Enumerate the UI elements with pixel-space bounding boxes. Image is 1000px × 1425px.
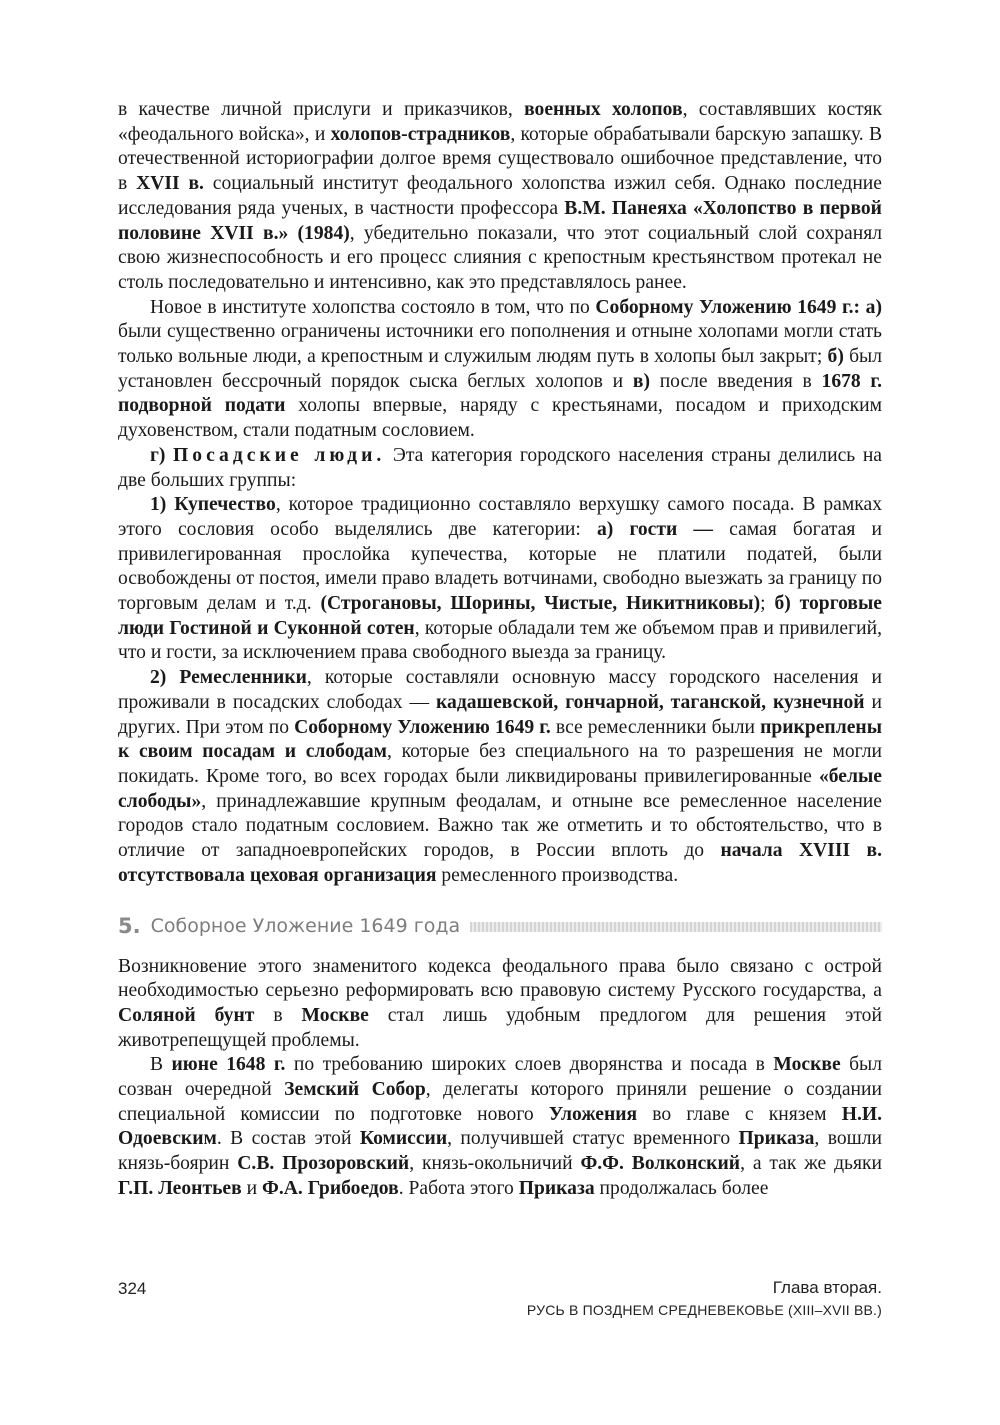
text-run: В — [150, 1054, 172, 1076]
paragraph — [118, 666, 882, 888]
bold-text: военных холопов — [524, 99, 683, 120]
text-run: , убедительно показали, что этот социальный слой сохранял свою жизнеспособность и его процесс слияния с крепостным крестьянством протекал не столь последовательно и интенсивно, как это представлялось ранее. — [118, 222, 883, 293]
bold-text: б) — [827, 346, 844, 368]
bold-text: начала XVIII в. отсутствовала цеховая организация — [118, 840, 882, 886]
text-run: продолжалась более — [594, 1177, 769, 1199]
text-run: , а так же дьяки — [740, 1153, 883, 1175]
bold-text: 2) Ремесленники — [150, 667, 307, 689]
paragraph — [118, 1053, 882, 1201]
running-header — [527, 1277, 882, 1321]
bold-text: кадашевской, гончарной, таганской, кузнечной — [436, 691, 865, 713]
bold-text: «белые слободы» — [118, 765, 882, 812]
paragraph — [118, 493, 882, 666]
text-run: Новое в институте холопства состояло в том, что по — [150, 296, 596, 318]
text-run: в — [254, 1004, 302, 1026]
bold-text: Москве — [773, 1054, 841, 1076]
text-run: и других. При этом по — [118, 691, 882, 738]
text-run: самая богатая и привилегированная прослойка купечества, которые не платили податей, были освобождены от постоя, имели право владеть вотчинами, свободно выезжать за границу по торговым делам и т.д. — [118, 518, 882, 615]
text-run: стал лишь удобным предлогом для решения этой животрепещущей проблемы. — [118, 1004, 882, 1051]
bold-text: 1678 г. подворной подати — [118, 370, 883, 417]
bold-text: Соборному Уложению 1649 г.: — [595, 296, 861, 318]
bold-text: Приказа — [518, 1177, 595, 1199]
text-run: Возникновение этого знаменитого кодекса феодального права было связано с острой необходимостью серьезно реформировать всю правовую систему Русского государства, а — [118, 955, 882, 1002]
text-block-1 — [118, 98, 882, 889]
bold-text: С.В. Прозоровский — [237, 1153, 410, 1175]
chapter-subtitle: РУСЬ В ПОЗДНЕМ СРЕДНЕВЕКОВЬЕ (XIII–XVII ВВ.) — [526, 1302, 882, 1318]
body-text — [118, 98, 882, 1202]
bold-text: Ф.Ф. Волконский — [580, 1153, 741, 1175]
text-run: , принадлежавшие крупным феодалам, и отныне все ремесленное население городов стало податным сословием. Важно так же отметить и то обстоятельство, что в отличие от западноевропейских городов, в России вплоть до — [118, 790, 882, 862]
text-run: были существенно ограничены источники его пополнения и отныне холопами могли стать только вольные люди, а крепостным и служилым людям путь в холопы был закрыт; — [118, 321, 882, 368]
text-run: был созван очередной — [118, 1054, 883, 1101]
text-run: , которые обрабатывали барскую запашку. В отечественной историографии долгое время существовало ошибочное представление, что в — [118, 123, 883, 195]
bold-text: Земский Собор — [284, 1079, 426, 1101]
text-run: и — [241, 1177, 263, 1199]
text-run: , делегаты которого приняли решение о создании специальной комиссии по подготовке нового — [118, 1079, 882, 1125]
text-run: , которые без специального на то разрешения не могли покидать. Кроме того, во всех городах были ликвидированы привилегированные — [118, 741, 882, 787]
text-run: ремесленного производства. — [436, 864, 679, 886]
text-run: . Работа этого — [398, 1177, 519, 1199]
bold-text: Ф.А. Грибоедов — [262, 1177, 399, 1199]
bold-text: 1) Купечество — [150, 494, 276, 516]
paragraph — [118, 296, 882, 444]
bold-text: Н.И. Одоевским — [118, 1103, 882, 1150]
bold-text: (Строгановы, Шорины, Чистые, Никитниковы) — [320, 593, 761, 615]
paragraph — [118, 955, 882, 1054]
text-block-2 — [118, 955, 882, 1202]
bold-text: XVII в. — [136, 173, 204, 195]
text-run: , которые составляли основную массу городского населения и проживали в посадских слободах — — [118, 667, 883, 713]
bold-text: Комиссии — [359, 1128, 448, 1150]
text-run: , которые обладали тем же объемом прав и привилегий, что и гости, за исключением права свободного выезда за границу. — [118, 617, 882, 664]
text-run: социальный институт феодального холопства изжил себя. Однако последние исследования ряда ученых, в частности профессора — [118, 173, 882, 219]
text-run: , князь-окольничий — [409, 1153, 581, 1175]
bold-text: в) — [632, 370, 650, 392]
bold-text: июне 1648 г. — [171, 1054, 286, 1076]
bold-text: а) гости — — [597, 518, 713, 540]
text-run: , получившей статус временного — [447, 1128, 739, 1150]
chapter-title: Глава вторая. — [772, 1278, 882, 1297]
page-number: 324 — [118, 1279, 147, 1298]
bold-text: В.М. Панеяха «Холопство в первой половине XVII в.» (1984) — [118, 197, 882, 244]
bold-text: Г.П. Леонтьев — [118, 1177, 242, 1199]
text-run: в качестве личной прислуги и приказчиков, — [118, 99, 525, 120]
bold-text: Посадские люди. — [173, 444, 386, 466]
section-title: Соборное Уложение 1649 года — [150, 915, 461, 938]
bold-text: б) торговые люди Гостиной и Суконной сотен — [118, 593, 882, 639]
bold-text: Соборному Уложению 1649 г. — [294, 716, 551, 738]
bold-text: Соляной бунт — [118, 1004, 255, 1026]
text-run: . В состав этой — [216, 1128, 360, 1150]
text-run: ; — [760, 593, 775, 615]
bold-text: Уложения — [548, 1103, 638, 1125]
text-run: , вошли князь-боярин — [118, 1128, 882, 1175]
bold-text: прикреплены к своим посадам и слободам — [118, 716, 882, 763]
text-run: , которое традиционно составляло верхушку самого посада. В рамках этого сословия особо выделялись две категории: — [118, 494, 882, 540]
section-number: 5. — [118, 914, 141, 939]
text-run: по требованию широких слоев дворянства и посада в — [285, 1054, 774, 1076]
text-run: после введения в — [649, 370, 822, 392]
text-run: во главе с князем — [637, 1103, 842, 1125]
bold-text: Приказа — [738, 1128, 815, 1150]
bold-text: холопов-страдников — [330, 123, 511, 145]
text-run: все ремесленники были — [550, 716, 761, 738]
text-run: Эта категория городского населения страны делились на две больших группы: — [118, 444, 883, 491]
text-run: , составлявших костяк «феодального войска», и — [118, 99, 882, 145]
section-heading — [118, 913, 882, 941]
section-heading-rule — [470, 922, 882, 932]
bold-text: а) — [865, 296, 882, 318]
text-run: холопы впервые, наряду с крестьянами, посадом и приходским духовенством, стали податным сословием. — [118, 395, 882, 442]
paragraph — [118, 98, 882, 296]
bold-text: Москве — [301, 1004, 369, 1026]
text-run: был установлен бессрочный порядок сыска беглых холопов и — [118, 346, 883, 392]
paragraph — [118, 444, 882, 493]
bold-text: г) — [150, 444, 174, 466]
